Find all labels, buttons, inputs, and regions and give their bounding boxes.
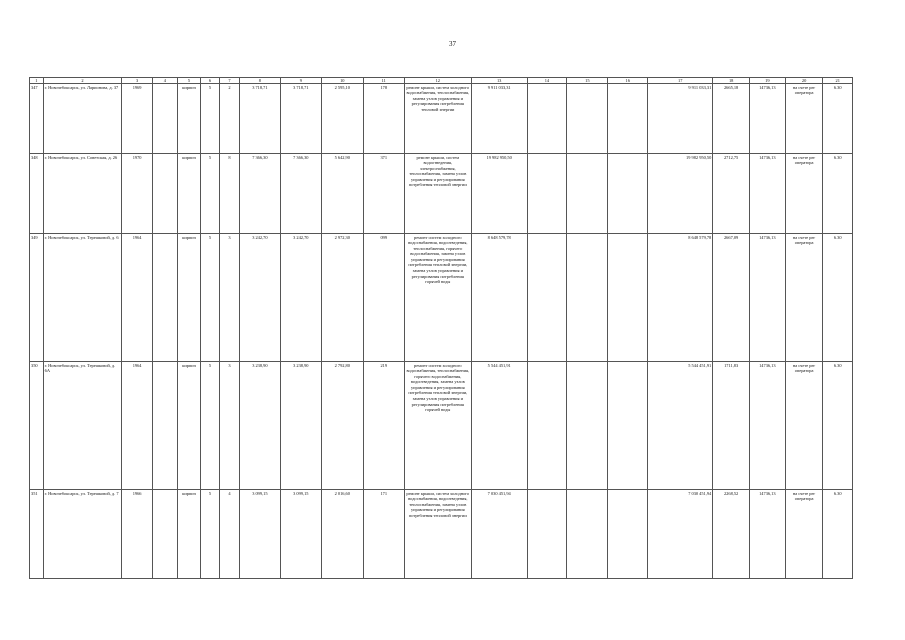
deadline-cell: 6.30: [823, 154, 853, 234]
table-row: [30, 362, 853, 490]
area-living-cell: 3 242,70: [280, 234, 321, 362]
area-total-cell: 3 242,70: [239, 234, 280, 362]
deadline-cell: 6.30: [823, 234, 853, 362]
header-cell: 15: [567, 78, 608, 84]
address-cell: г. Новочебоксарск, ул. Ларионова, д. 37: [43, 84, 122, 154]
row-number: 351: [30, 490, 44, 579]
empty-cell: [152, 154, 177, 234]
empty-cell: [527, 362, 567, 490]
year-cell: 1964: [122, 362, 152, 490]
cost-owners-cell: 19 982 950,50: [648, 154, 713, 234]
deadline-cell: 6.30: [823, 490, 853, 579]
works-cell: ремонт крыши, систем водоотведения, электроснабжения, теплоснабжения, замена узлов управления и регулирования потребления тепловой энергии: [404, 154, 471, 234]
unit-cost-cell: 2712,75: [713, 154, 750, 234]
entrances-cell: 2: [219, 84, 239, 154]
material-cell: кирпич: [177, 84, 200, 154]
method-cell: на счете рег оператора: [785, 362, 823, 490]
row-number: 349: [30, 234, 44, 362]
header-cell: 4: [152, 78, 177, 84]
max-unit-cost-cell: 14736,13: [750, 234, 786, 362]
cost-owners-cell: 5 544 451,91: [648, 362, 713, 490]
header-cell: 1: [30, 78, 44, 84]
empty-cell: [152, 362, 177, 490]
row-number: 347: [30, 84, 44, 154]
deadline-cell: 6.30: [823, 362, 853, 490]
floors-cell: 5: [201, 490, 220, 579]
row-number: 348: [30, 154, 44, 234]
cost-total-cell: 8 648 579,78: [471, 234, 527, 362]
year-cell: 1964: [122, 234, 152, 362]
header-cell: 19: [750, 78, 786, 84]
area-total-cell: 3 099,15: [239, 490, 280, 579]
area-total-cell: 3 718,71: [239, 84, 280, 154]
header-cell: 18: [713, 78, 750, 84]
area-total-cell: 7 366,30: [239, 154, 280, 234]
area-living-cell: 3 238,90: [280, 362, 321, 490]
empty-cell: [527, 490, 567, 579]
cost-owners-cell: 9 911 033,31: [648, 84, 713, 154]
material-cell: кирпич: [177, 490, 200, 579]
unit-cost-cell: 2665,18: [713, 84, 750, 154]
header-cell: 20: [785, 78, 823, 84]
cost-owners-cell: 7 030 451,94: [648, 490, 713, 579]
entrances-cell: 4: [219, 490, 239, 579]
cost-owners-cell: 8 648 579,78: [648, 234, 713, 362]
header-cell: 8: [239, 78, 280, 84]
address-cell: г. Новочебоксарск, ул. Терешковой, д. 7: [43, 490, 122, 579]
empty-cell: [608, 84, 648, 154]
address-cell: г. Новочебоксарск, ул. Советская, д. 26: [43, 154, 122, 234]
area-residential-cell: 5 642,90: [321, 154, 363, 234]
empty-cell: [567, 490, 608, 579]
floors-cell: 5: [201, 234, 220, 362]
address-cell: г. Новочебоксарск, ул. Терешковой, д. 6А: [43, 362, 122, 490]
empty-cell: [527, 154, 567, 234]
empty-cell: [152, 234, 177, 362]
header-cell: 16: [608, 78, 648, 84]
cost-total-cell: 7 030 451,94: [471, 490, 527, 579]
empty-cell: [152, 84, 177, 154]
year-cell: 1966: [122, 490, 152, 579]
max-unit-cost-cell: 14736,13: [750, 154, 786, 234]
empty-cell: [608, 154, 648, 234]
empty-cell: [567, 84, 608, 154]
unit-cost-cell: 2667,09: [713, 234, 750, 362]
address-cell: г. Новочебоксарск, ул. Терешковой, д. 6: [43, 234, 122, 362]
header-cell: 9: [280, 78, 321, 84]
max-unit-cost-cell: 14736,13: [750, 490, 786, 579]
empty-cell: [608, 490, 648, 579]
empty-cell: [608, 362, 648, 490]
table-row: [30, 154, 853, 234]
floors-cell: 5: [201, 84, 220, 154]
residents-cell: 371: [363, 154, 404, 234]
works-cell: ремонт систем холодного водоснабжения, водоотведения, теплоснабжения, горячего водоснабжения, замена узлов управления и регулирования потребления тепловой энергии, замена узлов управления и регулирования потребления горячей воды: [404, 234, 471, 362]
header-cell: 13: [471, 78, 527, 84]
area-living-cell: 7 366,30: [280, 154, 321, 234]
empty-cell: [567, 154, 608, 234]
works-cell: ремонт систем холодного водоснабжения, теплоснабжения, горячего водоснабжения, водоотведения, замена узлов управления и регулирования потребления тепловой энергии, замена узлов управления и регулирования потребления горячей воды: [404, 362, 471, 490]
empty-cell: [567, 362, 608, 490]
material-cell: кирпич: [177, 362, 200, 490]
empty-cell: [152, 490, 177, 579]
residents-cell: 178: [363, 84, 404, 154]
method-cell: на счете рег оператора: [785, 84, 823, 154]
material-cell: кирпич: [177, 234, 200, 362]
header-cell: 12: [404, 78, 471, 84]
header-cell: 6: [201, 78, 220, 84]
material-cell: кирпич: [177, 154, 200, 234]
year-cell: 1969: [122, 84, 152, 154]
area-residential-cell: 2 016,60: [321, 490, 363, 579]
unit-cost-cell: 2268,52: [713, 490, 750, 579]
unit-cost-cell: 1711,83: [713, 362, 750, 490]
floors-cell: 5: [201, 154, 220, 234]
entrances-cell: 3: [219, 362, 239, 490]
header-cell: 7: [219, 78, 239, 84]
method-cell: на счете рег оператора: [785, 490, 823, 579]
area-residential-cell: 2 595,10: [321, 84, 363, 154]
empty-cell: [527, 84, 567, 154]
method-cell: на счете рег оператора: [785, 234, 823, 362]
row-number: 350: [30, 362, 44, 490]
area-residential-cell: 2 972,30: [321, 234, 363, 362]
header-cell: 3: [122, 78, 152, 84]
year-cell: 1970: [122, 154, 152, 234]
max-unit-cost-cell: 14736,13: [750, 84, 786, 154]
header-cell: 14: [527, 78, 567, 84]
header-cell: 5: [177, 78, 200, 84]
works-cell: ремонт крыши, систем холодного водоснабжения, теплоснабжения, замена узлов управления и регулирования потребления тепловой энергии: [404, 84, 471, 154]
cost-total-cell: 5 544 451,91: [471, 362, 527, 490]
area-residential-cell: 2 792,80: [321, 362, 363, 490]
residents-cell: 099: [363, 234, 404, 362]
works-cell: ремонт крыши, систем холодного водоснабжения, водоотведения, теплоснабжения, замена узлов управления и регулирования потребления тепловой энергии: [404, 490, 471, 579]
header-cell: 21: [823, 78, 853, 84]
max-unit-cost-cell: 14736,13: [750, 362, 786, 490]
method-cell: на счете рег оператора: [785, 154, 823, 234]
residents-cell: 171: [363, 490, 404, 579]
floors-cell: 5: [201, 362, 220, 490]
table-row: [30, 234, 853, 362]
entrances-cell: 8: [219, 154, 239, 234]
header-cell: 2: [43, 78, 122, 84]
area-living-cell: 3 718,71: [280, 84, 321, 154]
empty-cell: [567, 234, 608, 362]
deadline-cell: 6.30: [823, 84, 853, 154]
empty-cell: [608, 234, 648, 362]
entrances-cell: 3: [219, 234, 239, 362]
header-cell: 11: [363, 78, 404, 84]
cost-total-cell: 19 982 950,50: [471, 154, 527, 234]
residents-cell: 219: [363, 362, 404, 490]
header-cell: 10: [321, 78, 363, 84]
table-row: [30, 490, 853, 579]
page-number: 37: [449, 40, 456, 48]
empty-cell: [527, 234, 567, 362]
area-total-cell: 3 238,90: [239, 362, 280, 490]
table-row: [30, 84, 853, 154]
area-living-cell: 3 099,15: [280, 490, 321, 579]
header-cell: 17: [648, 78, 713, 84]
cost-total-cell: 9 911 033,31: [471, 84, 527, 154]
capital-repair-table: [29, 77, 853, 579]
